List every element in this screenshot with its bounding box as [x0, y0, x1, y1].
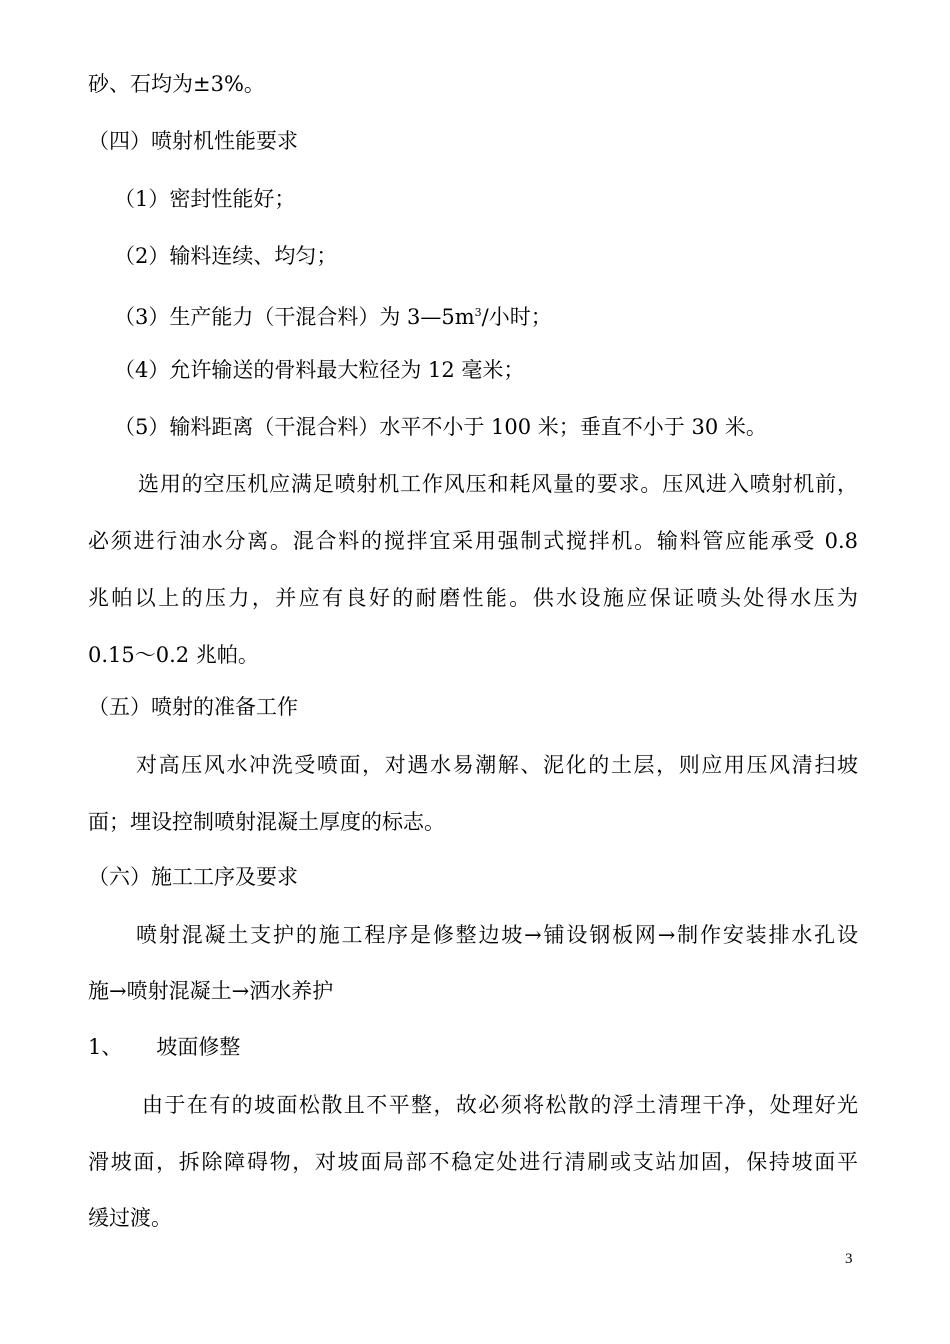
paragraph-line: 施→喷射混凝土→洒水养护 — [88, 979, 334, 1003]
list-item: （1）密封性能好； — [114, 187, 296, 211]
heading-text: 坡面修整 — [156, 1035, 241, 1059]
paragraph-line: 面；埋设控制喷射混凝土厚度的标志。 — [88, 810, 445, 834]
numbered-heading — [88, 1033, 240, 1061]
list-item: （5）输料距离（干混合料）水平不小于 100 米；垂直不小于 30 米。 — [114, 415, 767, 439]
text-line: 砂、石均为±3%。 — [88, 72, 265, 96]
section-heading: （四）喷射机性能要求 — [88, 129, 298, 153]
list-item: （2）输料连续、均匀； — [114, 244, 338, 268]
page-number: 3 — [845, 1251, 853, 1267]
paragraph-line: 选用的空压机应满足喷射机工作风压和耗风量的要求。压风进入喷射机前， — [138, 472, 858, 496]
heading-number: 1、 — [88, 1035, 123, 1059]
paragraph-line: 兆帕以上的压力，并应有良好的耐磨性能。供水设施应保证喷头处得水压为 — [88, 586, 858, 610]
paragraph-line: 滑坡面，拆除障碍物，对坡面局部不稳定处进行清刷或支站加固，保持坡面平 — [88, 1150, 858, 1174]
paragraph-line: 缓过渡。 — [88, 1206, 172, 1230]
superscript: 3 — [474, 306, 482, 319]
list-item — [114, 299, 552, 331]
list-item-text: （3）生产能力（干混合料）为 3—5m — [114, 305, 475, 329]
list-item-text: /小时； — [481, 305, 552, 329]
paragraph-line: 由于在有的坡面松散且不平整，故必须将松散的浮土清理干净，处理好光 — [142, 1093, 858, 1117]
paragraph-line: 喷射混凝土支护的施工程序是修整边坡→铺设钢板网→制作安装排水孔设 — [136, 923, 858, 947]
paragraph-line: 对高压风水冲洗受喷面，对遇水易潮解、泥化的土层，则应用压风清扫坡 — [136, 753, 858, 777]
paragraph-line: 必须进行油水分离。混合料的搅拌宜采用强制式搅拌机。输料管应能承受 0.8 — [88, 529, 858, 553]
paragraph-line: 0.15～0.2 兆帕。 — [88, 643, 259, 667]
list-item: （4）允许输送的骨料最大粒径为 12 毫米； — [114, 358, 525, 382]
section-heading: （五）喷射的准备工作 — [88, 695, 298, 719]
section-heading: （六）施工工序及要求 — [88, 865, 298, 889]
